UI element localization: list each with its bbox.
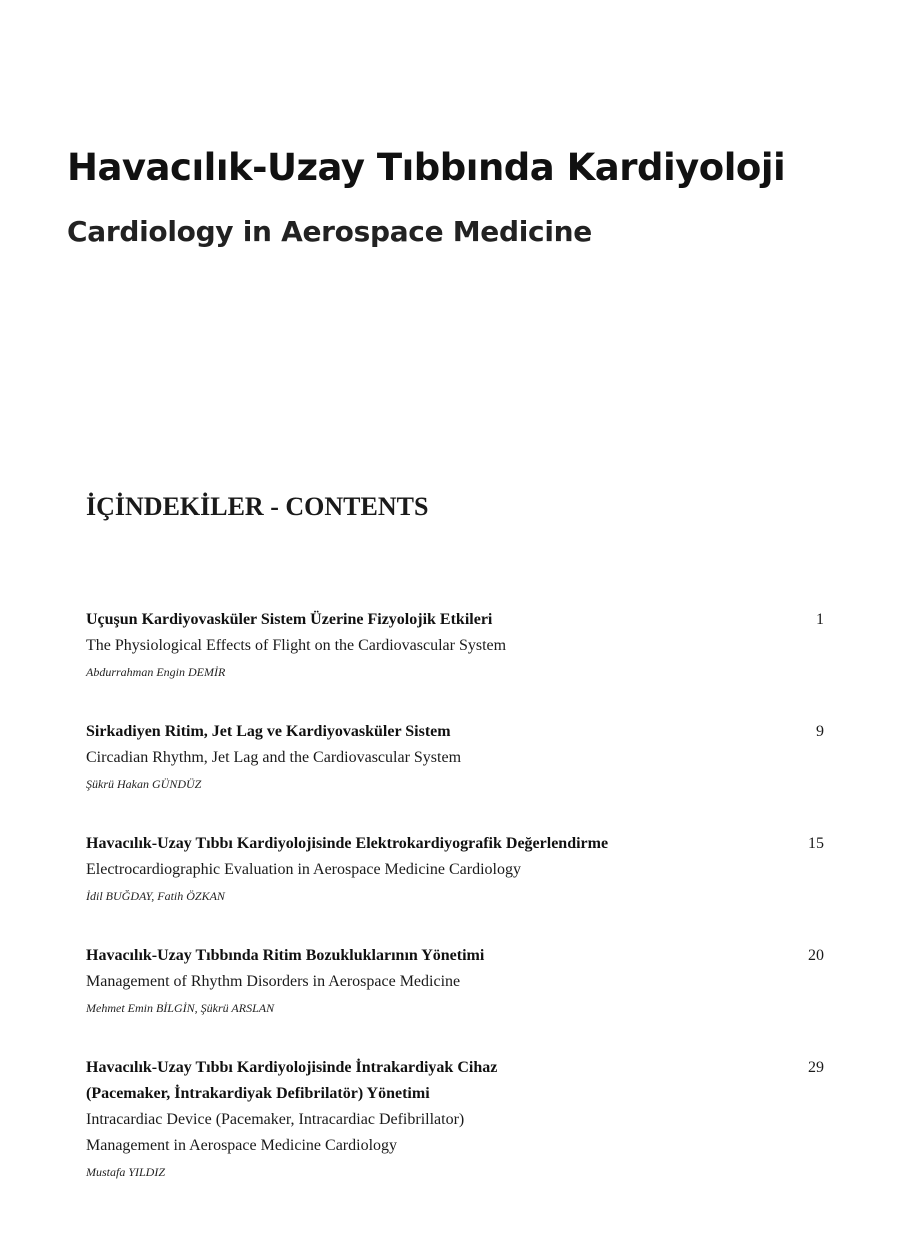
chapter-title-english: Management of Rhythm Disorders in Aerospace Medicine: [86, 973, 461, 990]
toc-entry[interactable]: [86, 1055, 826, 1181]
toc-entry[interactable]: [86, 943, 826, 1017]
page-number: 1: [816, 611, 824, 628]
chapter-authors: Abdurrahman Engin DEMİR: [86, 665, 226, 679]
chapter-title-turkish[interactable]: Havacılık-Uzay Tıbbı Kardiyolojisinde İntrakardiyak Cihaz (Pacemaker, İntrakardiyak Defibrilatör) Yönetimi: [86, 1059, 498, 1102]
page-number: 9: [816, 723, 824, 740]
page-number: 20: [808, 947, 824, 964]
book-title-turkish: Havacılık-Uzay Tıbbında Kardiyoloji: [67, 146, 786, 189]
chapter-title-turkish[interactable]: Havacılık-Uzay Tıbbında Ritim Bozukluklarının Yönetimi: [86, 947, 485, 964]
contents-heading-turkish: İÇİNDEKİLER: [86, 492, 264, 521]
page-number: 29: [808, 1059, 824, 1076]
toc-entry[interactable]: [86, 831, 826, 905]
chapter-title-english: Electrocardiographic Evaluation in Aerospace Medicine Cardiology: [86, 861, 521, 878]
chapter-authors: Mustafa YILDIZ: [86, 1165, 166, 1179]
chapter-title-turkish[interactable]: Sirkadiyen Ritim, Jet Lag ve Kardiyovasküler Sistem: [86, 723, 451, 740]
chapter-title-english: Circadian Rhythm, Jet Lag and the Cardiovascular System: [86, 749, 462, 766]
contents-heading-english: - CONTENTS: [263, 492, 429, 521]
chapter-authors: İdil BUĞDAY, Fatih ÖZKAN: [86, 889, 225, 903]
toc-entry[interactable]: [86, 607, 826, 681]
page-number: 15: [808, 835, 824, 852]
chapter-title-turkish[interactable]: Havacılık-Uzay Tıbbı Kardiyolojisinde Elektrokardiyografik Değerlendirme: [86, 835, 609, 852]
chapter-authors: Şükrü Hakan GÜNDÜZ: [86, 777, 202, 791]
chapter-title-english: Intracardiac Device (Pacemaker, Intracardiac Defibrillator) Management in Aerospace Medicine Cardiology: [86, 1111, 465, 1154]
chapter-title-turkish[interactable]: Uçuşun Kardiyovasküler Sistem Üzerine Fizyolojik Etkileri: [86, 611, 493, 628]
chapter-title-english: The Physiological Effects of Flight on the Cardiovascular System: [86, 637, 507, 654]
chapter-authors: Mehmet Emin BİLGİN, Şükrü ARSLAN: [86, 1001, 275, 1015]
toc-entry[interactable]: [86, 719, 826, 793]
contents-heading: [86, 492, 428, 522]
book-title-english: Cardiology in Aerospace Medicine: [67, 215, 592, 248]
